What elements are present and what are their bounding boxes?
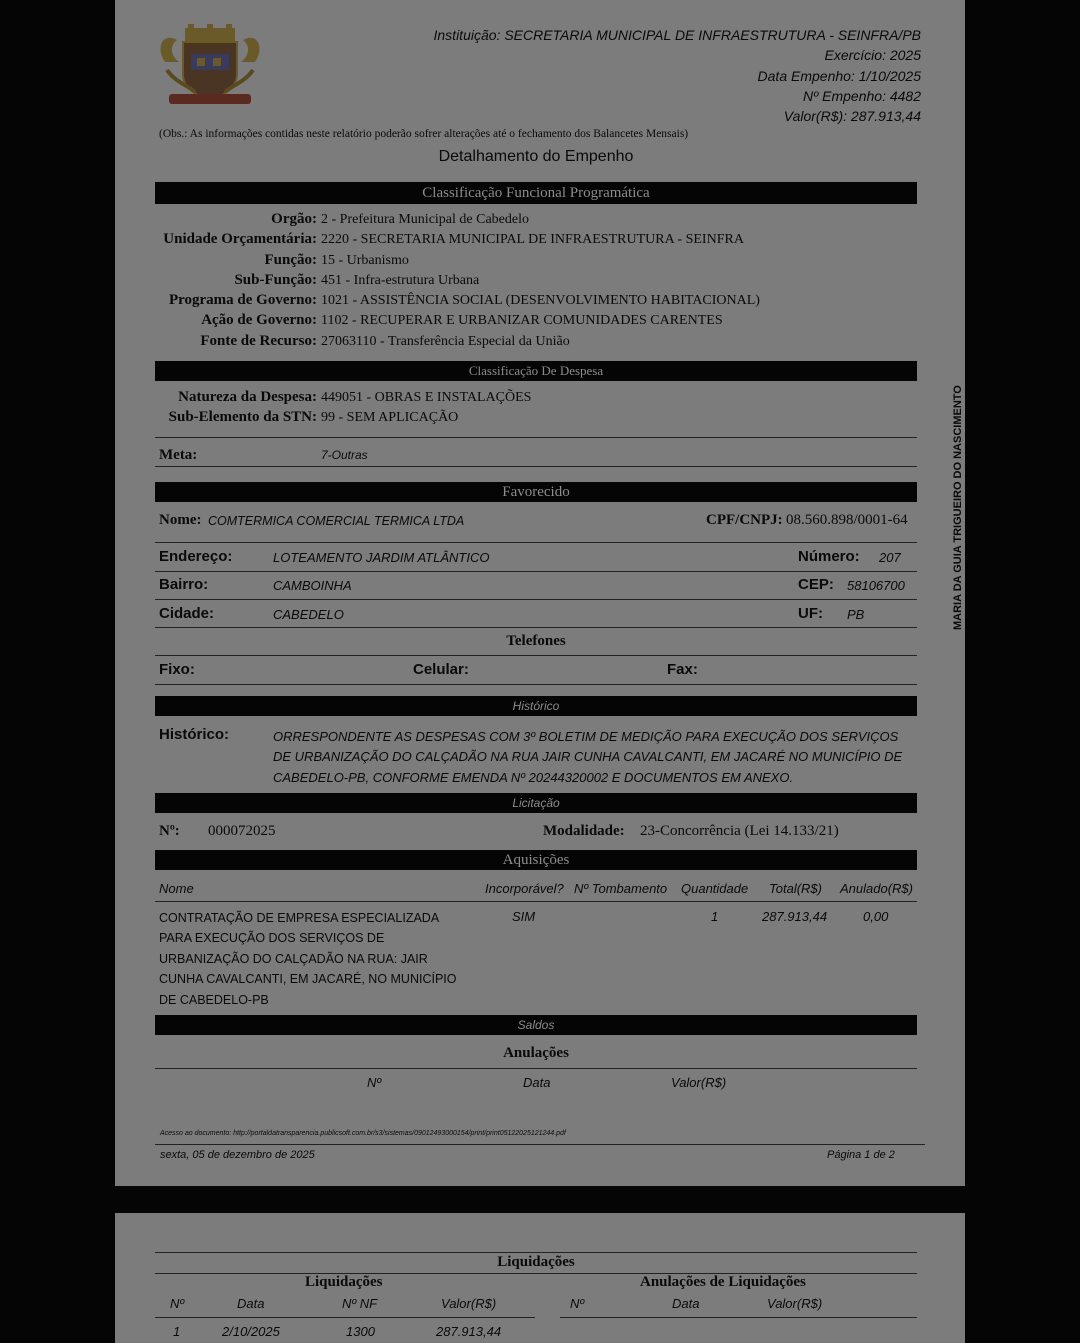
footer-divider: [155, 1144, 925, 1145]
bairro-value: CAMBOINHA: [273, 578, 352, 593]
obs-note: (Obs.: As informações contidas neste relatório poderão sofrer alterações até o fechamento dos Balancetes Mensais): [159, 128, 689, 140]
aquisicao-nome: [159, 908, 457, 1010]
footer-date: sexta, 05 de dezembro de 2025: [160, 1149, 315, 1161]
aquisicao-nome-line: PARA EXECUÇÃO DOS SERVIÇOS DE: [159, 931, 385, 946]
divider: [560, 1317, 917, 1318]
licitacao-numero-value: 000072025: [208, 823, 276, 839]
anulacoes-title: Anulações: [503, 1045, 569, 1061]
numero-empenho-text: Nº Empenho: 4482: [803, 87, 921, 104]
cidade-label: Cidade:: [159, 605, 215, 622]
aquisicao-anulado: 0,00: [863, 909, 889, 924]
col-header-nome: Nome: [159, 881, 194, 896]
subelemento-value: 99 - SEM APLICAÇÃO: [321, 410, 459, 425]
side-signature: MARIA DA GUIA TRIGUEIRO DO NASCIMENTO: [952, 385, 964, 630]
historico-text: [273, 727, 902, 788]
exercicio-text: Exercício: 2025: [824, 47, 921, 64]
col-header-anulado: Anulado(R$): [840, 881, 913, 896]
coat-of-arms-logo: [155, 22, 265, 110]
divider: [155, 599, 917, 600]
numero-label: Número:: [798, 548, 860, 565]
fonte-value: 27063110 - Transferência Especial da União: [321, 334, 570, 349]
divider: [155, 901, 917, 902]
acao-value: 1102 - RECUPERAR E URBANIZAR COMUNIDADES CARENTES: [321, 313, 723, 328]
document-page-2: [115, 1213, 965, 1343]
meta-label: Meta:: [159, 447, 198, 463]
liq-row-numero: 1: [173, 1324, 181, 1339]
aquisicao-nome-line: URBANIZAÇÃO DO CALÇADÃO NA RUA: JAIR: [159, 951, 428, 966]
instituicao-text: Instituição: SECRETARIA MUNICIPAL DE INFRAESTRUTURA - SEINFRA/PB: [433, 27, 921, 43]
anulacoes-liquidacoes-title: Anulações de Liquidações: [640, 1274, 806, 1290]
funcao-value: 15 - Urbanismo: [321, 253, 409, 268]
anul-col-numero: Nº: [570, 1296, 585, 1311]
modalidade-value: 23-Concorrência (Lei 14.133/21): [640, 823, 839, 839]
historico-line: ORRESPONDENTE AS DESPESAS COM 3º BOLETIM DE MEDIÇÃO PARA EXECUÇÃO DOS SERVIÇOS: [273, 729, 899, 744]
data-empenho-text: Data Empenho: 1/10/2025: [757, 67, 921, 84]
col-header-tombamento: Nº Tombamento: [574, 881, 668, 896]
historico-label: Histórico:: [159, 726, 230, 743]
divider: [155, 627, 917, 628]
bairro-label: Bairro:: [159, 576, 209, 593]
nome-value: COMTERMICA COMERCIAL TERMICA LTDA: [208, 514, 465, 528]
liq-col-nf: Nº NF: [342, 1296, 378, 1311]
page-title: Detalhamento do Empenho: [438, 148, 634, 165]
historico-line: CABEDELO-PB, CONFORME EMENDA Nº 20244320002 E DOCUMENTOS EM ANEXO.: [273, 769, 794, 785]
section-bar-favorecido: Favorecido: [155, 482, 917, 502]
orgao-label: Orgão:: [271, 211, 317, 227]
nome-label: Nome:: [159, 512, 202, 528]
liquidacoes-left-title: Liquidações: [305, 1274, 383, 1290]
section-bar-saldos: Saldos: [155, 1015, 917, 1035]
endereco-label: Endereço:: [159, 548, 233, 565]
numero-value: 207: [879, 550, 901, 565]
section-bar-classificacao-funcional: Classificação Funcional Programática: [155, 182, 917, 204]
liq-col-data: Data: [237, 1296, 265, 1311]
divider: [155, 542, 917, 543]
funcao-label: Função:: [264, 252, 317, 268]
divider: [155, 437, 917, 438]
fixo-label: Fixo:: [159, 661, 195, 678]
aquisicao-incorporavel: SIM: [512, 909, 536, 924]
aquisicao-nome-line: CONTRATAÇÃO DE EMPRESA ESPECIALIZADA: [159, 911, 440, 925]
liquidacoes-title: Liquidações: [497, 1254, 575, 1270]
divider: [155, 571, 917, 572]
cep-value: 58106700: [847, 578, 905, 593]
natureza-value: 449051 - OBRAS E INSTALAÇÕES: [321, 390, 532, 405]
liq-col-numero: Nº: [170, 1296, 185, 1311]
programa-value: 1021 - ASSISTÊNCIA SOCIAL (DESENVOLVIMENTO HABITACIONAL): [321, 293, 760, 308]
unidade-label: Unidade Orçamentária:: [163, 231, 317, 247]
divider: [155, 466, 917, 467]
acesso-link[interactable]: Acesso ao documento: http://portaldatransparencia.publicsoft.com.br/s3/sistemas/09012493000154/print/print05122025121244.pdf: [160, 1130, 566, 1137]
saldo-col-numero: Nº: [367, 1075, 382, 1090]
col-header-incorporavel: Incorporável?: [485, 881, 564, 896]
section-bar-classificacao-despesa: Classificação De Despesa: [155, 361, 917, 381]
fax-label: Fax:: [667, 661, 698, 678]
fonte-label: Fonte de Recurso:: [200, 333, 317, 349]
uf-value: PB: [847, 607, 865, 622]
programa-label: Programa de Governo:: [168, 292, 317, 308]
section-bar-licitacao: Licitação: [155, 793, 917, 813]
cpf-value: 08.560.898/0001-64: [786, 512, 908, 528]
document-page-1: [115, 0, 965, 1186]
unidade-value: 2220 - SECRETARIA MUNICIPAL DE INFRAESTRUTURA - SEINFRA: [321, 232, 744, 247]
celular-label: Celular:: [413, 661, 469, 678]
valor-text: Valor(R$): 287.913,44: [783, 108, 921, 125]
divider: [155, 1317, 535, 1318]
saldo-col-valor: Valor(R$): [671, 1075, 727, 1090]
licitacao-numero-label: Nº:: [159, 823, 180, 839]
divider: [155, 655, 917, 656]
subfuncao-value: 451 - Infra-estrutura Urbana: [321, 273, 480, 288]
meta-value: 7-Outras: [321, 448, 368, 462]
section-bar-historico: Histórico: [155, 696, 917, 716]
liq-row-valor: 287.913,44: [436, 1324, 502, 1339]
anul-col-data: Data: [672, 1296, 700, 1311]
classificacao-despesa-rows: [115, 389, 965, 431]
cep-label: CEP:: [798, 576, 834, 593]
col-header-total: Total(R$): [769, 881, 822, 896]
divider: [155, 1068, 917, 1069]
aquisicao-quantidade: 1: [711, 909, 719, 924]
acao-label: Ação de Governo:: [201, 312, 317, 328]
natureza-label: Natureza da Despesa:: [178, 389, 317, 405]
saldo-col-data: Data: [523, 1075, 551, 1090]
section-bar-aquisicoes: Aquisições: [155, 850, 917, 870]
col-header-quantidade: Quantidade: [681, 881, 749, 896]
historico-line: DE URBANIZAÇÃO DO CALÇADÃO NA RUA JAIR CUNHA CAVALCANTI, EM JACARÉ NO MUNICÍPIO DE: [273, 749, 903, 765]
liq-row-data: 2/10/2025: [222, 1324, 280, 1339]
aquisicao-total: 287.913,44: [762, 909, 828, 924]
header-info: [434, 25, 922, 126]
aquisicao-nome-line: DE CABEDELO-PB: [159, 992, 269, 1007]
modalidade-label: Modalidade:: [543, 823, 625, 839]
endereco-value: LOTEAMENTO JARDIM ATLÂNTICO: [273, 550, 490, 565]
cpf-label: CPF/CNPJ:: [706, 512, 783, 528]
liq-col-valor: Valor(R$): [441, 1296, 497, 1311]
divider: [155, 1252, 917, 1253]
uf-label: UF:: [798, 605, 823, 622]
subfuncao-label: Sub-Função:: [234, 272, 317, 288]
cidade-value: CABEDELO: [273, 607, 344, 622]
footer-page-number: Página 1 de 2: [827, 1149, 895, 1161]
classificacao-funcional-rows: [115, 211, 965, 353]
telefones-title: Telefones: [506, 633, 566, 649]
aquisicao-nome-line: CUNHA CAVALCANTI, EM JACARÉ, NO MUNICÍPIO: [159, 972, 457, 987]
divider: [155, 684, 917, 685]
anul-col-valor: Valor(R$): [767, 1296, 823, 1311]
orgao-value: 2 - Prefeitura Municipal de Cabedelo: [321, 212, 529, 227]
subelemento-label: Sub-Elemento da STN:: [168, 409, 317, 425]
liq-row-nf: 1300: [346, 1324, 375, 1339]
